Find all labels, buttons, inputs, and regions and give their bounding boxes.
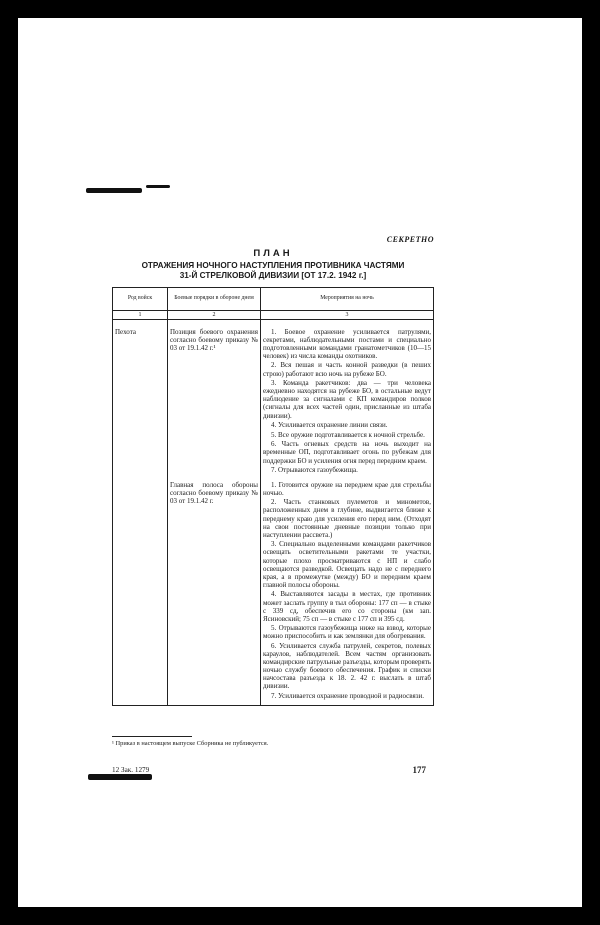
plan-table (112, 287, 434, 706)
column-number: 3 (261, 310, 434, 319)
measure-item: 3. Специально выделенными командами ракетчиков освещать осветительными ракетами те участки, которые плохо просматриваются с НП и слабо освещаются разведкой. Освещать надо не с переднего края, а в промежутке (между) БО и передним краем главной полосы обороны. (263, 540, 431, 589)
table-cell (113, 703, 168, 706)
column-number: 2 (168, 310, 261, 319)
measure-item: 2. Вся пешая и часть конной разведки (в пеших строю) работают всю ночь на рубеже БО. (263, 361, 431, 378)
footnote (112, 736, 269, 748)
measure-item: 3. Команда ракетчиков: два — три человека ежедневно находятся на рубеже БО, в остальные ведут наблюдение за сигналами с КП командиров полков (сигналы для всех частей один, присланные из штаба дивизии). (263, 379, 431, 420)
measure-item: 4. Усиливается охранение линии связи. (271, 421, 388, 430)
measure-item: 5. Все оружие подготавливается к ночной стрельбе. (271, 430, 425, 439)
order-reference-footer: 12 Зак. 1279 (112, 765, 150, 774)
document-title: ПЛАН (253, 248, 293, 260)
measures-cell (261, 319, 434, 477)
measure-item: 6. Усиливается служба патрулей, секретов, полевых караулов, наблюдателей. Всем частям организовать командирские патрульные разъезды, которым проверять ночью службу боевого обеспечения. График и списки начсостава разъезда к 18. 2. 42 г. выслать в штаб дивизии. (263, 641, 431, 691)
arm-of-service: Пехота (113, 319, 168, 477)
arm-of-service-empty (113, 477, 168, 703)
measure-item: 7. Усиливается охранение проводной и радиосвязи. (271, 692, 424, 701)
table-header-row (113, 287, 434, 310)
subtitle-line: 31-Й СТРЕЛКОВОЙ ДИВИЗИИ [ОТ 17.2. 1942 г.] (179, 270, 367, 280)
column-header: Боевые порядки в обороне днем (168, 287, 261, 310)
scan-mark (146, 185, 170, 188)
measure-item: 1. Боевое охранение усиливается патрулями, секретами, наблюдательными постами и специально подготовленными командами гранатометчиков (10—15 человек) из числа команды охотников. (263, 327, 431, 360)
footnote-text: ¹ Приказ в настоящем выпуске Сборника не публикуется. (112, 739, 269, 747)
order-reference: Главная полоса обороны согласно боевому приказу № 03 от 19.1.42 г. (168, 477, 261, 703)
table-cell (261, 703, 434, 706)
column-header: Род войск (113, 287, 168, 310)
measure-item: 4. Выставляются засады в местах, где противник может заслать группу в тыл обороны: 177 сп — в стыке с 339 сд, обеспечив его со стороны (км зап. Ясиновский; 75 сп — в стыке с 177 сп и 395 сд. (263, 590, 431, 623)
order-reference: Позиция боевого охранения согласно боевому приказу № 03 от 19.1.42 г.¹ (168, 319, 261, 477)
column-number: 1 (113, 310, 168, 319)
measure-item: 2. Часть станковых пулеметов и минометов, расположенных днем в глубине, выдвигается ближе к переднему краю для усиления его перед ним. (Отходят на свои постоянные дневные позиции только при наступлении рассвета.) (263, 498, 431, 539)
measure-item: 5. Отрываются газоубежища ниже на взвод, которые можно приспособить и как землянки для обогревания. (263, 624, 431, 641)
measure-item: 7. Отрываются газоубежища. (271, 466, 358, 475)
measures-cell (261, 477, 434, 703)
table-row (113, 477, 434, 703)
table-row (113, 319, 434, 477)
document-content (112, 236, 434, 774)
page-number: 177 (412, 764, 426, 775)
document-subtitle (112, 261, 434, 281)
measure-item: 6. Часть огневых средств на ночь выходит на временные ОП, подготавливает огонь по рубежам для поддержки БО и усиления огня перед передним краем. (263, 440, 431, 465)
column-header: Мероприятия на ночь (261, 287, 434, 310)
page-footer (112, 766, 434, 774)
table-cell (168, 703, 261, 706)
measure-item: 1. Готовится оружие на переднем крае для стрельбы ночью. (263, 480, 431, 497)
table-bottom-border (113, 703, 434, 706)
scan-mark (86, 188, 142, 193)
subtitle-line: ОТРАЖЕНИЯ НОЧНОГО НАСТУПЛЕНИЯ ПРОТИВНИКА ЧАСТЯМИ (141, 260, 405, 270)
table-number-row (113, 310, 434, 319)
scan-mark (88, 774, 152, 780)
classification-stamp: СЕКРЕТНО (386, 235, 434, 244)
